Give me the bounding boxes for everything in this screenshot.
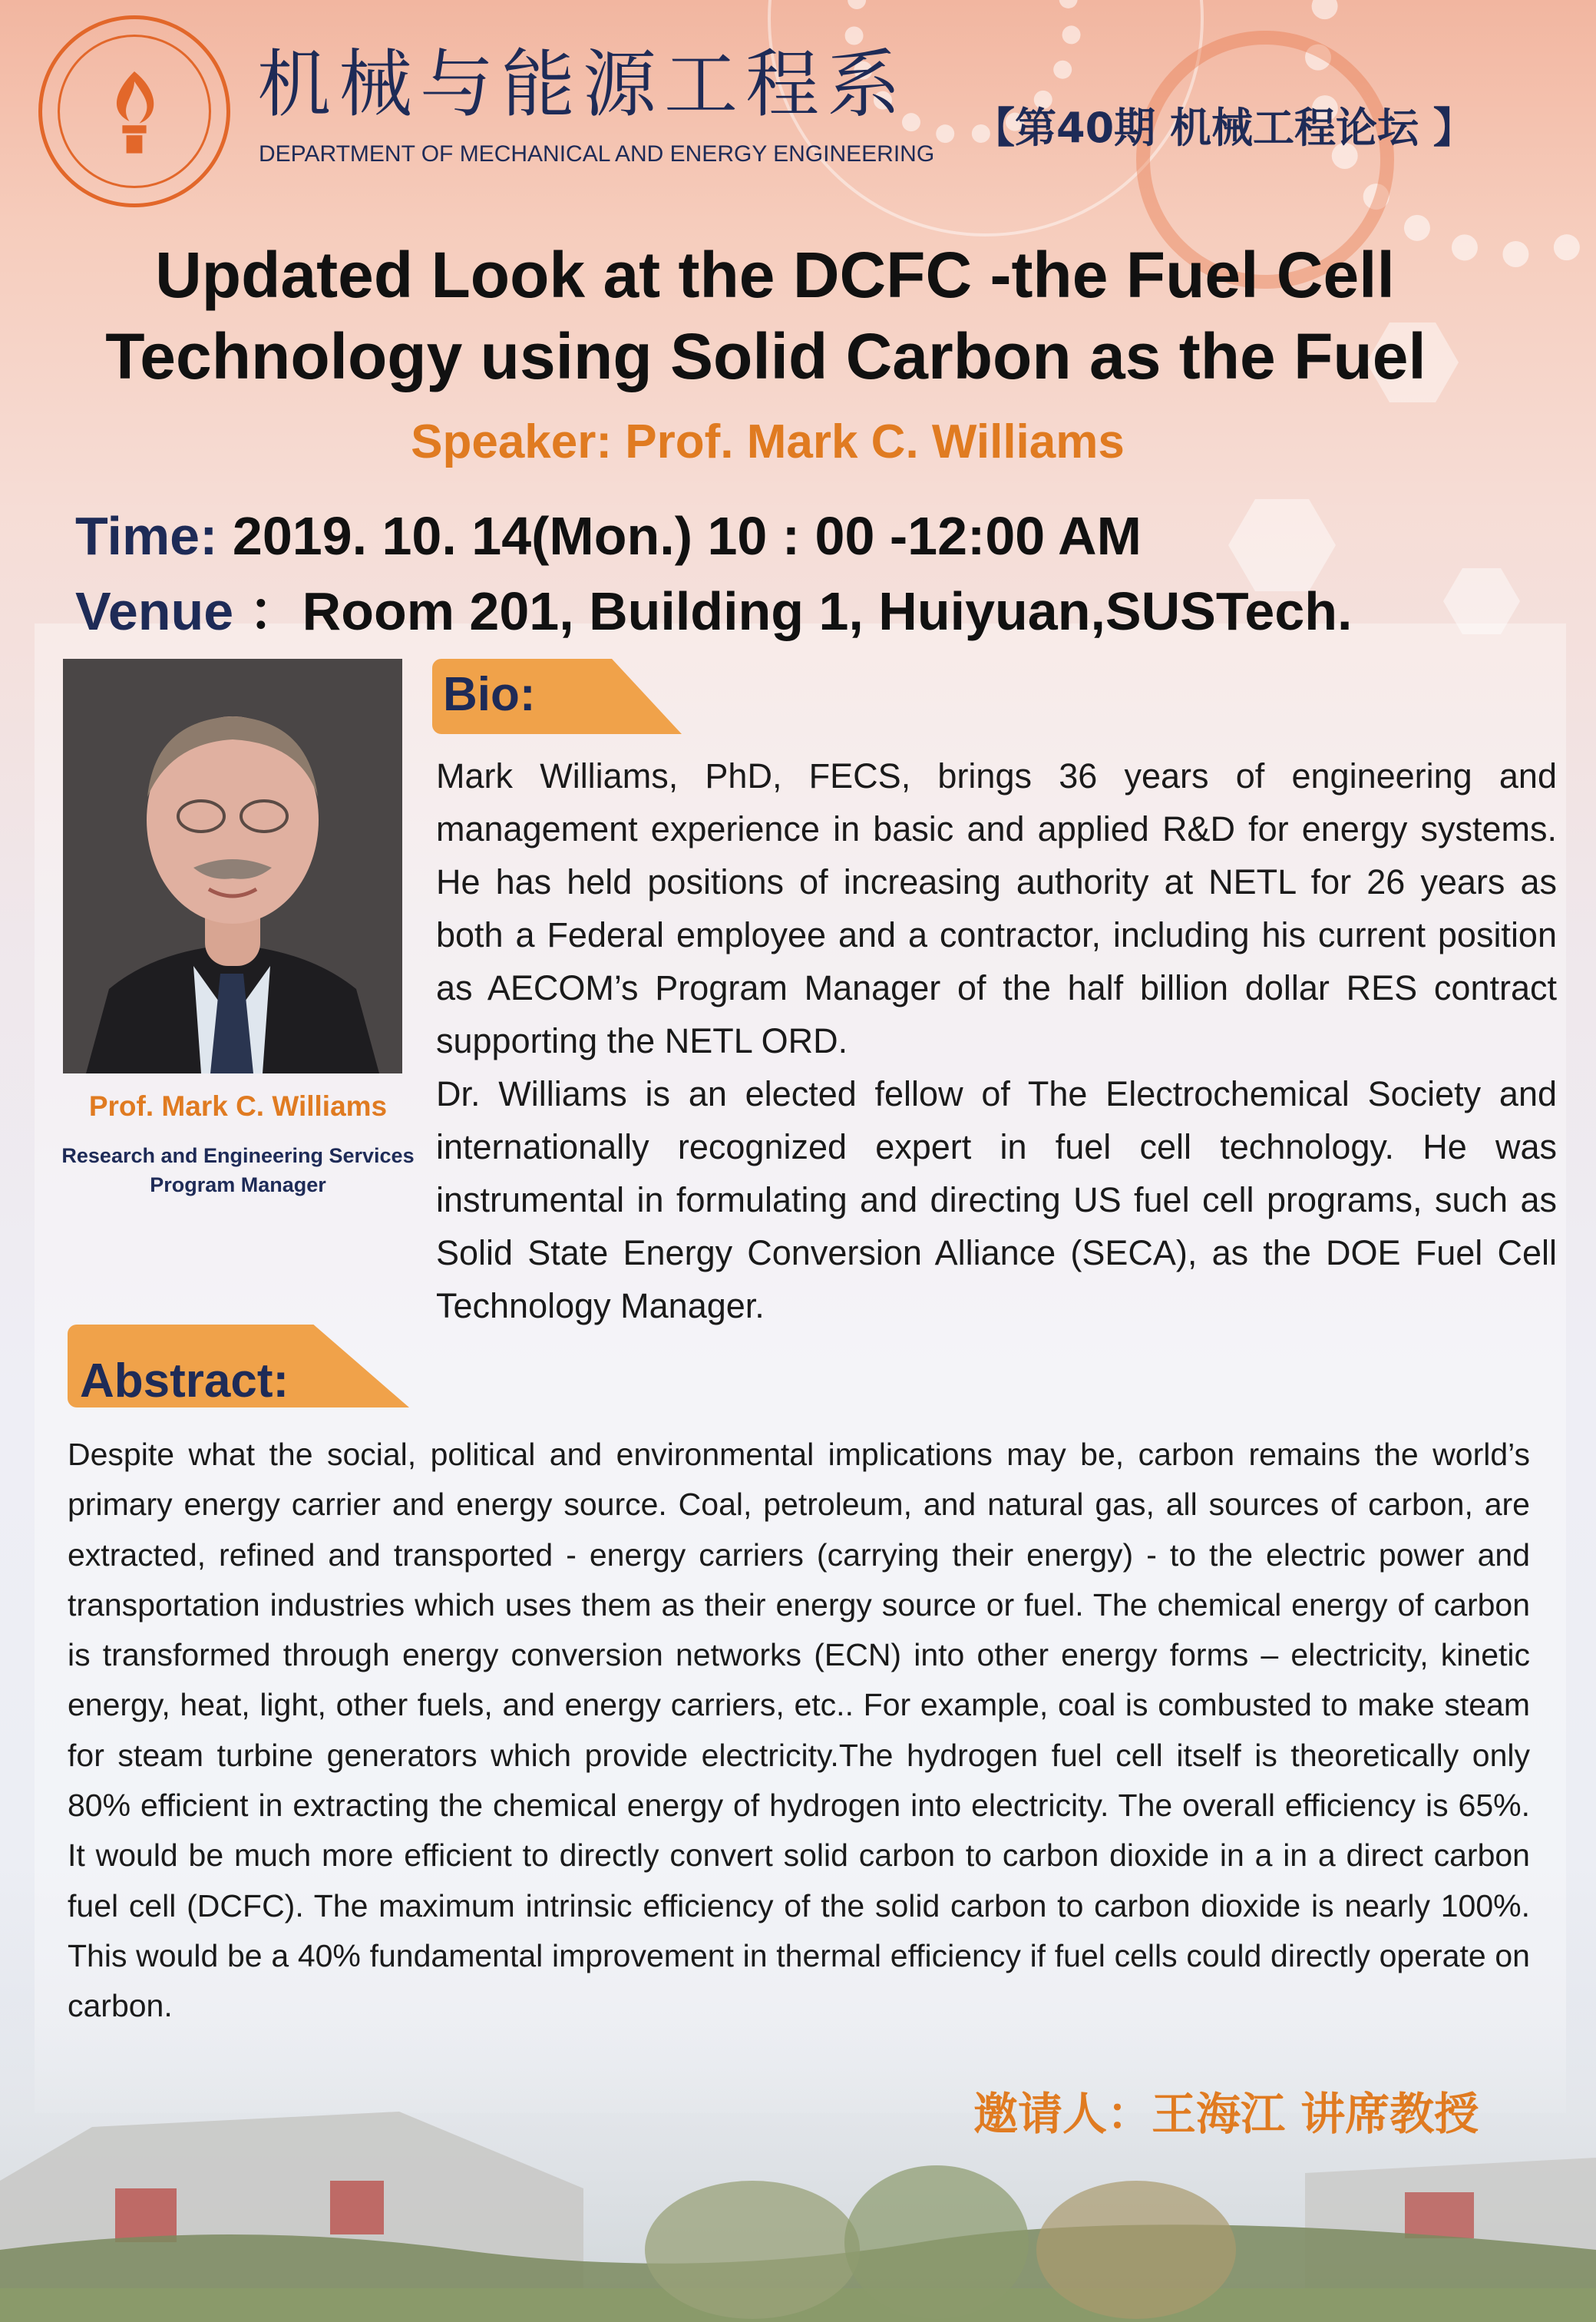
venue-line [75, 568, 1352, 646]
bio-paragraph-2: Dr. Williams is an elected fellow of The Electrochemical Society and internationally recognized expert in fuel cell technology. He was instrumental in formulating and directing US fuel cell programs, such as Solid State Energy Conversion Alliance (SECA), as the DOE Fuel Cell Technology Manager. [436, 1074, 1557, 1325]
talk-title-line2: Technology using Solid Carbon as the Fuel [105, 320, 1426, 392]
venue-value: ：Room 201, Building 1, Huiyuan,SUSTech. [248, 581, 1353, 641]
bio-paragraph-1: Mark Williams, PhD, FECS, brings 36 years of engineering and management experience in basic and applied R&D for energy systems. He has held positions of increasing authority at NETL for 26 years as both a Federal employee and a contractor, including his current position as AECOM’s Program Manager of the half billion dollar RES contract supporting the NETL ORD. [436, 756, 1557, 1060]
bio-heading: Bio: [443, 668, 536, 721]
logo-inner-ring [58, 35, 211, 188]
speaker-caption-name: Prof. Mark C. Williams [88, 1090, 388, 1122]
abstract-text: Despite what the social, political and environmental implications may be, carbon remains the world’s primary energy carrier and energy source. Coal, petroleum, and natural gas, all sources of carbon, are extracted, refined and transported - energy carriers (carrying their energy) - to the electric power and transportation industries which uses them as their energy source or fuel. The chemical energy of carbon is transformed through energy conversion networks (ECN) into other energy forms – electricity, kinetic energy, heat, light, other fuels, and energy carriers, etc.. For example, coal is combusted to make steam for steam turbine generators which provide electricity.The hydrogen fuel cell itself is theoretically only 80% efficient in extracting the chemical energy of hydrogen into electricity. The overall efficiency is 65%. It would be much more efficient to directly convert solid carbon to carbon dioxide in a in a direct carbon fuel cell (DCFC). The maximum intrinsic efficiency of the solid carbon to carbon dioxide is nearly 100%. This would be a 40% fundamental improvement in thermal efficiency if fuel cells could directly operate on carbon. [68, 1437, 1530, 2024]
department-name-en: DEPARTMENT OF MECHANICAL AND ENERGY ENGINEERING [259, 141, 935, 167]
torch-icon [84, 61, 184, 161]
time-value: 2019. 10. 14(Mon.) 10 : 00 -12:00 AM [217, 506, 1142, 566]
abstract-heading: Abstract: [80, 1354, 289, 1407]
department-name-cn: 机械与能源工程系 [257, 41, 908, 127]
campus-scene-image [0, 1996, 1596, 2322]
talk-title-line1: Updated Look at the DCFC -the Fuel Cell [155, 239, 1395, 311]
time-label: Time: [75, 506, 218, 566]
speaker-photo [63, 659, 402, 1073]
role-line2: Program Manager [150, 1173, 326, 1196]
forum-issue: 【第40期 机械工程论坛 】 [973, 104, 1475, 152]
time-line [75, 505, 1142, 567]
sustech-logo-icon [38, 15, 230, 207]
inviter-line: 邀请人：王海江 讲席教授 [973, 2088, 1479, 2140]
role-line1: Research and Engineering Services [61, 1144, 415, 1167]
speaker-line: Speaker: Prof. Mark C. Williams [411, 415, 1125, 468]
venue-label: Venue [75, 581, 249, 641]
speaker-caption-role [31, 1141, 445, 1199]
bio-text [436, 749, 1557, 1332]
